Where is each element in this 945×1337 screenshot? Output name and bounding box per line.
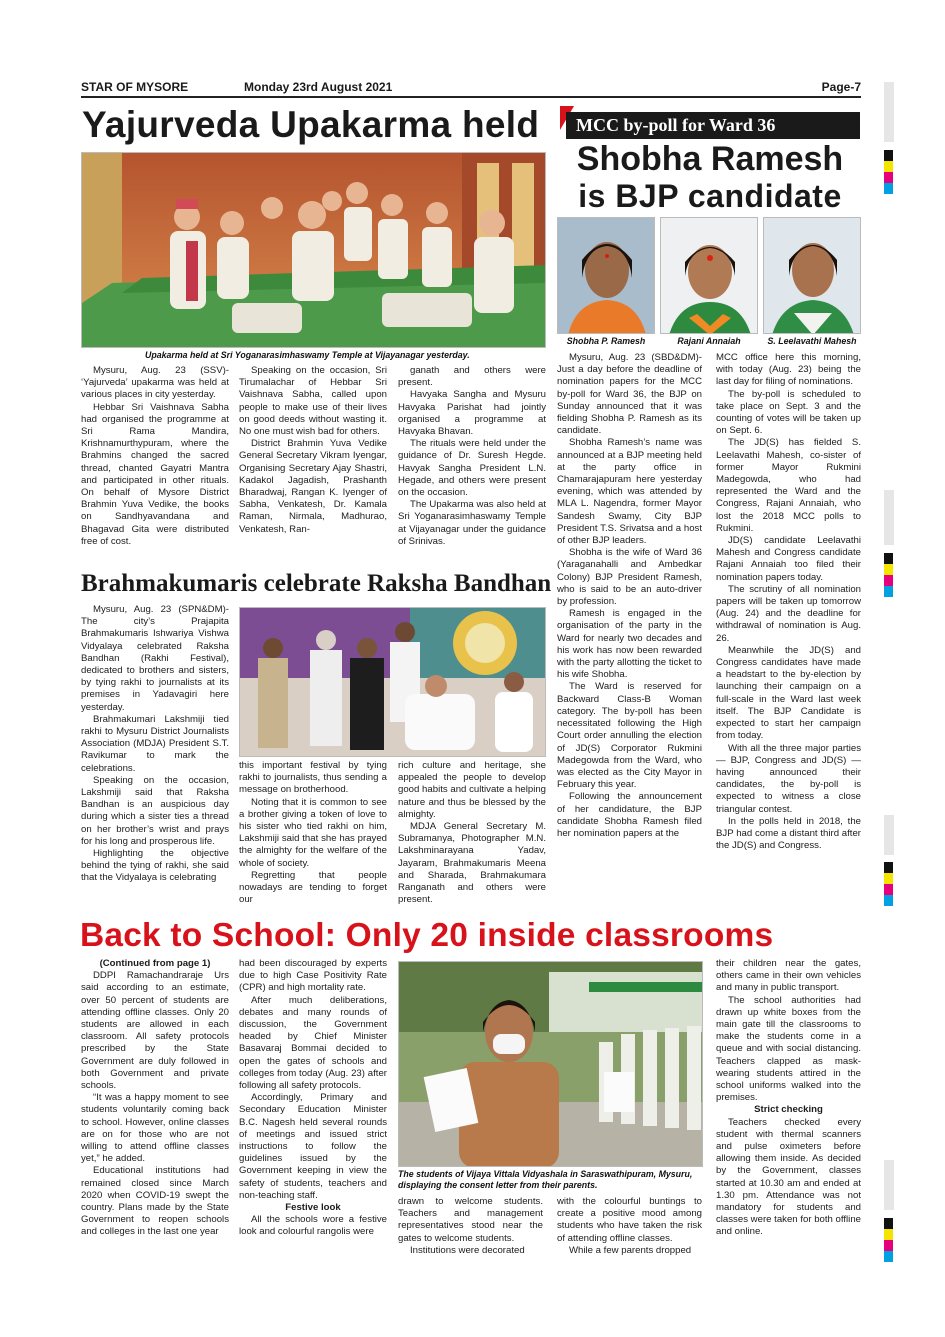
paragraph: Speaking on the occasion, Sri Tirumalachar of Hebbar Sri Vaishnava Sabha, called upon people to make use of their lives on good deeds without wasting it. No one must wish bad for others.: [239, 365, 387, 438]
paragraph: With all the three major parties — BJP, Congress and JD(S) — having announced their candidates, the by-poll is expected to witness a close triangular contest.: [716, 742, 861, 815]
school-photo: [398, 961, 703, 1167]
yajurveda-headline: Yajurveda Upakarma held: [82, 104, 540, 145]
paragraph: MCC office here this morning, with today (Aug. 23) being the last day for filing of nominations.: [716, 352, 861, 388]
students-illustration: [399, 962, 703, 1167]
candidate-caption-1: Shobha P. Ramesh: [566, 336, 646, 346]
registration-grey-bottom: [884, 1160, 894, 1210]
raksha-column-1: [81, 604, 229, 912]
raksha-column-2: [239, 760, 387, 912]
portrait-shobha: [558, 218, 655, 334]
paragraph: The JD(S) has fielded S. Leelavathi Mahesh, co-sister of former Mayor Rukmini Madegowda, who had represented the Ward and the Congress, Rajani Annaiah, who lost the 2018 MCC polls to Rukmini.: [716, 437, 861, 534]
paragraph: Following the announcement of her candidature, the BJP candidate Shobha Ramesh filed her nomination papers at the: [557, 791, 702, 839]
paragraph: Teachers checked every student with thermal scanners and pulse oximeters before allowing them inside. As decided by the Government, classes started at 10.30 am and ended at 1.30 pm. Attendance was not mandatory for students and classes were taken for both offline and online.: [716, 1116, 861, 1238]
candidate-caption-2: Rajani Annaiah: [677, 336, 741, 346]
paper-name: STAR OF MYSORE: [81, 80, 189, 94]
registration-grey-low: [884, 815, 894, 855]
yajurveda-column-3: [398, 365, 546, 565]
subhead-strict-checking: Strict checking: [754, 1104, 823, 1116]
raksha-photo: [239, 607, 546, 757]
paragraph: Shobha is the wife of Ward 36 (Yaraganahalli and Ambedkar Colony) BJP President Ramesh, who is said to be an auto-driver by profession.: [557, 547, 702, 608]
paragraph: ganath and others were present.: [398, 365, 546, 389]
issue-date: Monday 23rd August 2021: [244, 80, 393, 94]
paragraph: Mysuru, Aug. 23 (SPN&DM)- The city’s Prajapita Brahmakumaris Ishwariya Vishwa Vidyalaya celebrated Raksha Bandhan (Rakhi Festival), dedicated to brothers and sisters, by tying rakhi to journalists at its premises in Yadavagiri here yesterday.: [81, 604, 229, 713]
raksha-illustration: [240, 608, 546, 757]
school-column-4: [557, 1196, 702, 1270]
continued-label: (Continued from page 1): [99, 958, 211, 969]
paragraph: The Upakarma was also held at Sri Yoganarasimhaswamy Temple at Vijayanagar under the guidance of Srinivas.: [398, 499, 546, 547]
paragraph: Havyaka Sangha and Mysuru Havyaka Parishat had jointly organised a programme at Havyaka Bhavan.: [398, 389, 546, 438]
mcc-column-2: [716, 352, 861, 912]
paragraph: The by-poll is scheduled to take place on Sept. 3 and the counting of votes will be taken up on Sept. 6.: [716, 388, 861, 437]
raksha-column-3: [398, 760, 546, 912]
paragraph: Shobha Ramesh’s name was announced at a BJP meeting held at the party office in Chamarajapuram here yesterday evening, which was attended by MLA L. Nagendra, former Mayor Sandesh Swamy, City BJP President T.S. Srivatsa and a host of other BJP leaders.: [557, 437, 702, 547]
paragraph: Educational institutions had remained closed since March 2020 when COVID-19 swept the country. Plans made by the State Government to reopen schools and colleges in the last one year: [81, 1165, 229, 1238]
cmyk-marks-mid: [884, 553, 893, 597]
paragraph: Regretting that people nowadays are tending to forget our: [239, 869, 387, 906]
candidate-caption-3: S. Leelavathi Mahesh: [767, 336, 857, 346]
mcc-kicker-bar: [566, 112, 860, 139]
portrait-rajani: [661, 218, 758, 334]
cmyk-marks-low: [884, 862, 893, 906]
paragraph: Institutions were decorated: [410, 1244, 525, 1256]
paragraph: Meanwhile the JD(S) and Congress candidates have made a headstart to the by-election by launching their campaign on a full-scale in the Ward last week itself. The BJP Candidate is expected to start her campaign from today.: [716, 644, 861, 742]
yajurveda-column-2: [239, 365, 387, 565]
paragraph: Speaking on the occasion, Lakshmiji said that Raksha Bandhan is an auspicious day during which a sister ties a thread on her brother’s wrist and prays for his long and prosperous life.: [81, 774, 229, 847]
raksha-headline: Brahmakumaris celebrate Raksha Bandhan: [81, 570, 552, 597]
cmyk-marks-bottom: [884, 1218, 893, 1262]
paragraph: Hebbar Sri Vaishnava Sabha had organised the programme at Sri Rama Mandira, Krishnamurthypuram, where the Brahmins changed the sacred thread, chanted Gayatri Mantra and participated in other rituals. On behalf of Mysore District Brahmin Yuva Vedike, the books on Sandhyavandana and Bhagavad Gita were distributed free of cost.: [81, 401, 229, 547]
school-column-3: [398, 1196, 543, 1270]
paragraph: In the polls held in 2018, the BJP had come a distant third after the JD(S) and Congress.: [716, 815, 861, 852]
registration-grey-top: [884, 82, 894, 142]
paragraph: their children near the gates, others came in their own vehicles and many in public transport.: [716, 958, 861, 994]
mcc-kicker: MCC by-poll for Ward 36: [576, 115, 776, 135]
school-headline: Back to School: Only 20 inside classrooms: [80, 917, 774, 954]
paragraph: All the schools wore a festive look and colourful rangolis were: [239, 1214, 387, 1238]
paragraph: Mysuru, Aug. 23 (SSV)- ‘Yajurveda’ upakarma was held at various places in city yesterday.: [81, 365, 229, 401]
paragraph: Accordingly, Primary and Secondary Education Minister B.C. Nagesh held several rounds of meetings and issued strict instructions to follow the guidelines issued by the Government keeping in view the safety of students, teachers and non-teaching staff.: [239, 1092, 387, 1201]
paragraph: DDPI Ramachandraraje Urs said according to an estimate, over 50 percent of students are attending offline classes. Only 20 students are allowed in each classroom. All safety protocols prescribed by the State Government are duly followed in both Government and private schools.: [81, 970, 229, 1092]
yajurveda-column-1: [81, 365, 229, 565]
paragraph: JD(S) candidate Leelavathi Mahesh and Congress candidate Rajani Annaiah too filed their nomination papers today.: [716, 535, 861, 583]
school-caption: The students of Vijaya Vittala Vidyashala in Saraswathipuram, Mysuru, displaying the consent letter from their parents.: [398, 1169, 693, 1190]
page-number: Page-7: [821, 80, 861, 94]
paragraph: The scrutiny of all nomination papers will be taken up tomorrow (Aug. 24) and the deadline for withdrawal of nomination is Aug. 26.: [716, 583, 861, 644]
mcc-headline-line1: Shobha Ramesh: [576, 140, 844, 178]
paragraph: After much deliberations, debates and many rounds of discussion, the Government headed by Chief Minister Basavaraj Bommai decided to open the gates of schools and colleges from today (Aug. 23) after following all safety protocols.: [239, 994, 387, 1092]
paragraph: rich culture and heritage, she appealed the people to develop good habits and cultivate a helping nature and thus be blessed by the almighty.: [398, 760, 546, 820]
paragraph: The rituals were held under the guidance of Dr. Suresh Hegde. Havyak Sangha President L.N. Hegade, and others were present on the occasion.: [398, 438, 546, 499]
paragraph: Ramesh is engaged in the organisation of the party in the Ward for nearly two decades and his work has now been rewarded with the party allotting the ticket to his wife Shobha.: [557, 608, 702, 681]
portrait-leelavathi: [764, 218, 861, 334]
paragraph: While a few parents dropped: [569, 1244, 692, 1256]
paragraph: District Brahmin Yuva Vedike General Secretary Vikram Iyengar, Organising Secretary Ajay Shastri, Kadakol Jagadish, Prashanth Bharadwaj, Rangan K. Iyenger of Sabha, Venkatesh, Dr. Kamala Raman, Nirmala, Madhurao, Venkatesh, Ran-: [239, 438, 387, 535]
paragraph: “It was a happy moment to see students voluntarily coming back to school. However, online classes are on for those who are not willing to attend offline classes yet,” he added.: [81, 1092, 229, 1165]
mcc-headline-line2: is BJP candidate: [578, 178, 842, 214]
paragraph: Brahmakumari Lakshmiji tied rakhi to Mysuru District Journalists Association (MDJA) President S.T. Ravikumar to mark the celebrations.: [81, 713, 229, 774]
paragraph: MDJA General Secretary M. Subramanya, Photographer M.N. Lakshminarayana Yadav, Jayaram, Brahmakumaris Meena and Sharada, Brahmakumara Ranganath and others were present.: [398, 821, 546, 906]
cmyk-marks-top: [884, 150, 893, 194]
paragraph: Mysuru, Aug. 23 (SBD&DM)- Just a day before the deadline of nomination papers for the MCC by-poll for Ward 36, the BJP on Sunday announced that it was fielding Shobha P. Ramesh as its candidate.: [557, 352, 702, 437]
upakarma-photo: [81, 152, 546, 348]
candidate-photo-3: [763, 217, 861, 334]
candidate-photo-2: [660, 217, 758, 334]
paragraph: had been discouraged by experts due to high Case Positivity Rate (CPR) and high mortality rate.: [239, 958, 387, 994]
subhead-festive-look: Festive look: [285, 1202, 341, 1214]
paragraph: drawn to welcome students. Teachers and management representatives stood near the gates to welcome students.: [398, 1196, 543, 1244]
school-column-5: [716, 958, 861, 1270]
paragraph: this important festival by tying rakhi to journalists, thus sending a message on brotherhood.: [239, 760, 387, 796]
upakarma-caption: Upakarma held at Sri Yoganarasimhaswamy Temple at Vijayanagar yesterday.: [145, 350, 470, 360]
candidate-photo-1: [557, 217, 655, 334]
paragraph: The Ward is reserved for Backward Class-B Woman category. The by-poll has been necessitated following the High Court order annulling the election of JD(S) Corporator Rukmini Madegowda from the Ward, who was elected as the City Mayor in February this year.: [557, 681, 702, 791]
school-column-2: [239, 958, 387, 1270]
mcc-column-1: [557, 352, 702, 912]
paragraph: Noting that it is common to see a brother giving a token of love to his sister who tied rakhi on him, Lakshmiji said that she has prayed the almighty for the welfare of the whole of society.: [239, 796, 387, 869]
upakarma-illustration: [82, 153, 546, 348]
masthead: [81, 80, 861, 96]
masthead-rule: [81, 96, 861, 98]
registration-grey-mid: [884, 490, 894, 545]
paragraph: with the colourful buntings to create a positive mood among students who have taken the risk of attending offline classes.: [557, 1196, 702, 1244]
paragraph: Highlighting the objective behind the tying of rakhi, she said that the Vidyalaya is celebrating: [81, 848, 229, 884]
school-column-1: [81, 958, 229, 1270]
paragraph: The school authorities had drawn up white boxes from the main gate till the classrooms to make the students come in a queue and with social distancing. Teachers clapped as mask-wearing students attired in the school uniforms walked into the premises.: [716, 994, 861, 1104]
